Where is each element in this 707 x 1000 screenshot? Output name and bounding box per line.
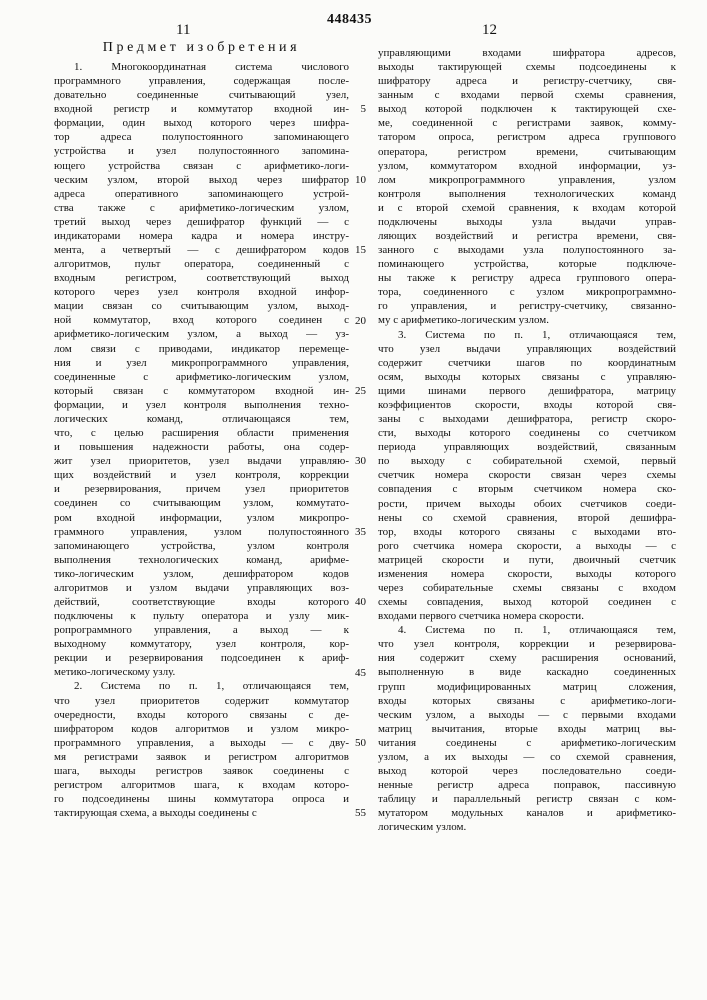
text-line: адреса оперативного запоминающего устрой-	[54, 187, 349, 201]
text-line: регистром алгоритмов шага, к входам которо-	[54, 778, 349, 792]
text-line: коэффициентов скорости, входы которой свя-	[378, 398, 676, 412]
line-number: 20	[355, 314, 366, 328]
line-number: 45	[355, 666, 366, 680]
text-line: шага, выходы регистров заявок соединены с	[54, 764, 349, 778]
line-number: 10	[355, 173, 366, 187]
text-line: лом связи с приводами, индикатор перемеще-	[54, 342, 349, 356]
text-line: шифратору адреса и регистру-счетчику, свя-	[378, 74, 676, 88]
text-line: лом микропрограммного управления, узлом	[378, 173, 676, 187]
text-line: совпадения с вторым счетчиком номера ско-	[378, 482, 676, 496]
text-line: тор, входы которого связаны с выходами вто-	[378, 525, 676, 539]
text-line: мя регистрами заявок и регистром алгоритмов	[54, 750, 349, 764]
text-line: арифметико-логическим узлом, а выход — уз-	[54, 327, 349, 341]
text-line: щих воздействий и узел контроля, коррекции	[54, 468, 349, 482]
text-line: матриц вычитания, вторые входы матриц вы-	[378, 722, 676, 736]
text-line: татором опроса, регистром адреса группового	[378, 130, 676, 144]
text-line: изменения номера скорости, выходы которого	[378, 567, 676, 581]
text-line: индикаторами номера кадра и номера инстру-	[54, 229, 349, 243]
text-line: го управления, и регистру-счетчику, связанно-	[378, 299, 676, 313]
text-line: ненные регистр адреса поправок, пассивную	[378, 778, 676, 792]
left-column	[54, 60, 349, 820]
patent-number: 448435	[327, 12, 372, 28]
text-line: групп модифицированных матриц сложения,	[378, 680, 676, 694]
text-line: алгоритмов, пульт оператора, соединенный с	[54, 257, 349, 271]
text-line: подключены к пульту оператора и узлу мик-	[54, 609, 349, 623]
line-number: 50	[355, 736, 366, 750]
page-number-right: 12	[482, 22, 497, 39]
text-line: содержит счетчики шагов по координатным	[378, 356, 676, 370]
text-line: соединен со считывающим узлом, коммутато-	[54, 496, 349, 510]
text-line: выход которой через последовательно соеди-	[378, 764, 676, 778]
line-number: 40	[355, 595, 366, 609]
text-line: сти, выходы которого соединены со счетчиком	[378, 426, 676, 440]
text-line: 3. Система по п. 1, отличающаяся тем,	[378, 328, 676, 342]
text-line: рекции и резервирования подсоединен к ариф-	[54, 651, 349, 665]
line-number: 15	[355, 243, 366, 257]
text-line: выполненную в виде каскадно соединенных	[378, 665, 676, 679]
text-line: граммного управления, узлом полупостоянного	[54, 525, 349, 539]
text-line: устройства и узел полупостоянного запомина-	[54, 144, 349, 158]
text-line: нены со схемой сравнения, второй дешифра-	[378, 511, 676, 525]
text-line: выполнения технологических команд, арифме-	[54, 553, 349, 567]
text-line: формации, один выход которого через шифра-	[54, 116, 349, 130]
text-line: схемы совпадения, выход которой соединен с	[378, 595, 676, 609]
text-line: через собирательные схемы связаны с входом	[378, 581, 676, 595]
line-number: 35	[355, 525, 366, 539]
text-line: оператора, регистром времени, считывающим	[378, 145, 676, 159]
text-line: 2. Система по п. 1, отличающаяся тем,	[54, 679, 349, 693]
text-line: узлом, коммутатором входной информации, уз-	[378, 159, 676, 173]
text-line: му с арифметико-логическим узлом.	[378, 313, 676, 327]
text-line: ропрограммного управления, а выход — к	[54, 623, 349, 637]
text-line: что узел контроля, коррекции и резервирова-	[378, 637, 676, 651]
text-line: очередности, входы которого связаны с де-	[54, 708, 349, 722]
text-line: программного управления, содержащая после-	[54, 74, 349, 88]
text-line: что, с целью расширения области применения	[54, 426, 349, 440]
text-line: щими шинами первого дешифратора, матрицу	[378, 384, 676, 398]
text-line: соединенные с арифметико-логическим узлом,	[54, 370, 349, 384]
text-line: логическим узлом.	[378, 820, 676, 834]
text-line: ны также к регистру адреса группового опера-	[378, 271, 676, 285]
text-line: выход которой подключен к тактирующей схе-	[378, 102, 676, 116]
text-line: ния и узел микропрограммного управления,	[54, 356, 349, 370]
text-line: тактирующая схема, а выходы соединены с	[54, 806, 349, 820]
text-line: тор адреса полупостоянного запоминающего	[54, 130, 349, 144]
text-line: периода управляющих воздействий, связанным	[378, 440, 676, 454]
text-line: тико-логическим узлом, дешифратором кодов	[54, 567, 349, 581]
text-line: жит узел приоритетов, узел выдачи управляю-	[54, 454, 349, 468]
text-line: и повышения надежности работы, она содер-	[54, 440, 349, 454]
line-number: 25	[355, 384, 366, 398]
text-line: входным регистром, соответствующий выход	[54, 271, 349, 285]
text-line: входной регистр и коммутатор входной ин-	[54, 102, 349, 116]
text-line: выходы тактирующей схемы подсоединены к	[378, 60, 676, 74]
text-line: матрицей скорости и пути, двоичный счетчик	[378, 553, 676, 567]
text-line: контроля выполнения технологических команд	[378, 187, 676, 201]
text-line: который связан с коммутатором входной ин-	[54, 384, 349, 398]
text-line: занного с выходами узла полупостоянного за-	[378, 243, 676, 257]
text-line: метико-логическому узлу.	[54, 665, 349, 679]
text-line: шифратором кодов алгоритмов и узлом микро-	[54, 722, 349, 736]
text-line: рого счетчика номера скорости, а выходы — с	[378, 539, 676, 553]
text-line: ния содержит схему расширения оснований,	[378, 651, 676, 665]
text-line: мента, а четвертый — с дешифратором кодов	[54, 243, 349, 257]
text-line: входами первого счетчика номера скорости.	[378, 609, 676, 623]
text-line: формации, и узел контроля выполнения техно-	[54, 398, 349, 412]
text-line: действий, соответствующие входы которого	[54, 595, 349, 609]
text-line: осям, выходы которых связаны с управляю-	[378, 370, 676, 384]
text-line: запоминающего устройства, узлом контроля	[54, 539, 349, 553]
text-line: тора, соединенного с узлом микропрограммно-	[378, 285, 676, 299]
text-line: ческим узлом, а выходы — с первыми входами	[378, 708, 676, 722]
text-line: 4. Система по п. 1, отличающаяся тем,	[378, 623, 676, 637]
text-line: довательно соединенные считывающий узел,	[54, 88, 349, 102]
text-line: ной коммутатор, вход которого соединен с	[54, 313, 349, 327]
text-line: логических команд, отличающаяся тем,	[54, 412, 349, 426]
text-line: ме, соединенной с регистрами заявок, комму-	[378, 116, 676, 130]
text-line: подключены выходы узла выдачи управ-	[378, 215, 676, 229]
page-header	[0, 22, 707, 42]
page-number-left: 11	[176, 22, 190, 39]
text-line: программного управления, а выходы — с дву-	[54, 736, 349, 750]
text-line: по выходу с собирательной схемой, первый	[378, 454, 676, 468]
text-line: занным с входами первой схемы сравнения,	[378, 88, 676, 102]
text-line: ства также с арифметико-логическим узлом,	[54, 201, 349, 215]
text-line: и с второй схемой сравнения, к входам которой	[378, 201, 676, 215]
text-line: ляющих воздействий и регистра времени, свя-	[378, 229, 676, 243]
text-line: выходному коммутатору, узел контроля, кор-	[54, 637, 349, 651]
text-line: которого через узел контроля входной инфор-	[54, 285, 349, 299]
text-line: счетчик номера скорости связан через схемы	[378, 468, 676, 482]
text-line: мутатором модульных каналов и арифметико-	[378, 806, 676, 820]
text-line: ческим узлом, второй выход через шифратор	[54, 173, 349, 187]
text-line: и резервирования, причем узел приоритетов	[54, 482, 349, 496]
line-number: 55	[355, 806, 366, 820]
text-line: читания соединены с арифметико-логическим	[378, 736, 676, 750]
text-line: заны с выходами дешифратора, регистр скоро-	[378, 412, 676, 426]
text-line: что узел приоритетов содержит коммутатор	[54, 694, 349, 708]
right-column	[378, 46, 676, 834]
text-line: рости, причем выходы обоих счетчиков соеди-	[378, 497, 676, 511]
text-line: алгоритмов и узлом выдачи управляющих воз-	[54, 581, 349, 595]
text-line: мации связан со считывающим узлом, выход-	[54, 299, 349, 313]
text-line: го подсоединены шины коммутатора опроса и	[54, 792, 349, 806]
text-line: управляющими входами шифратора адресов,	[378, 46, 676, 60]
text-line: таблицу и параллельный регистр связан с ком-	[378, 792, 676, 806]
text-line: ющего устройства связан с арифметико-логи-	[54, 159, 349, 173]
text-line: ром входной информации, узлом микропро-	[54, 511, 349, 525]
text-line: 1. Многокоординатная система числового	[54, 60, 349, 74]
text-line: поминающего устройства, которые подключе-	[378, 257, 676, 271]
line-number: 5	[361, 102, 367, 116]
line-number: 30	[355, 454, 366, 468]
section-title: Предмет изобретения	[54, 40, 349, 56]
text-line: третий выход через дешифратор функций — с	[54, 215, 349, 229]
text-line: входы которых связаны с арифметико-логи-	[378, 694, 676, 708]
text-line: что узел выдачи управляющих воздействий	[378, 342, 676, 356]
text-line: узлом, а их выходы — со схемой сравнения,	[378, 750, 676, 764]
